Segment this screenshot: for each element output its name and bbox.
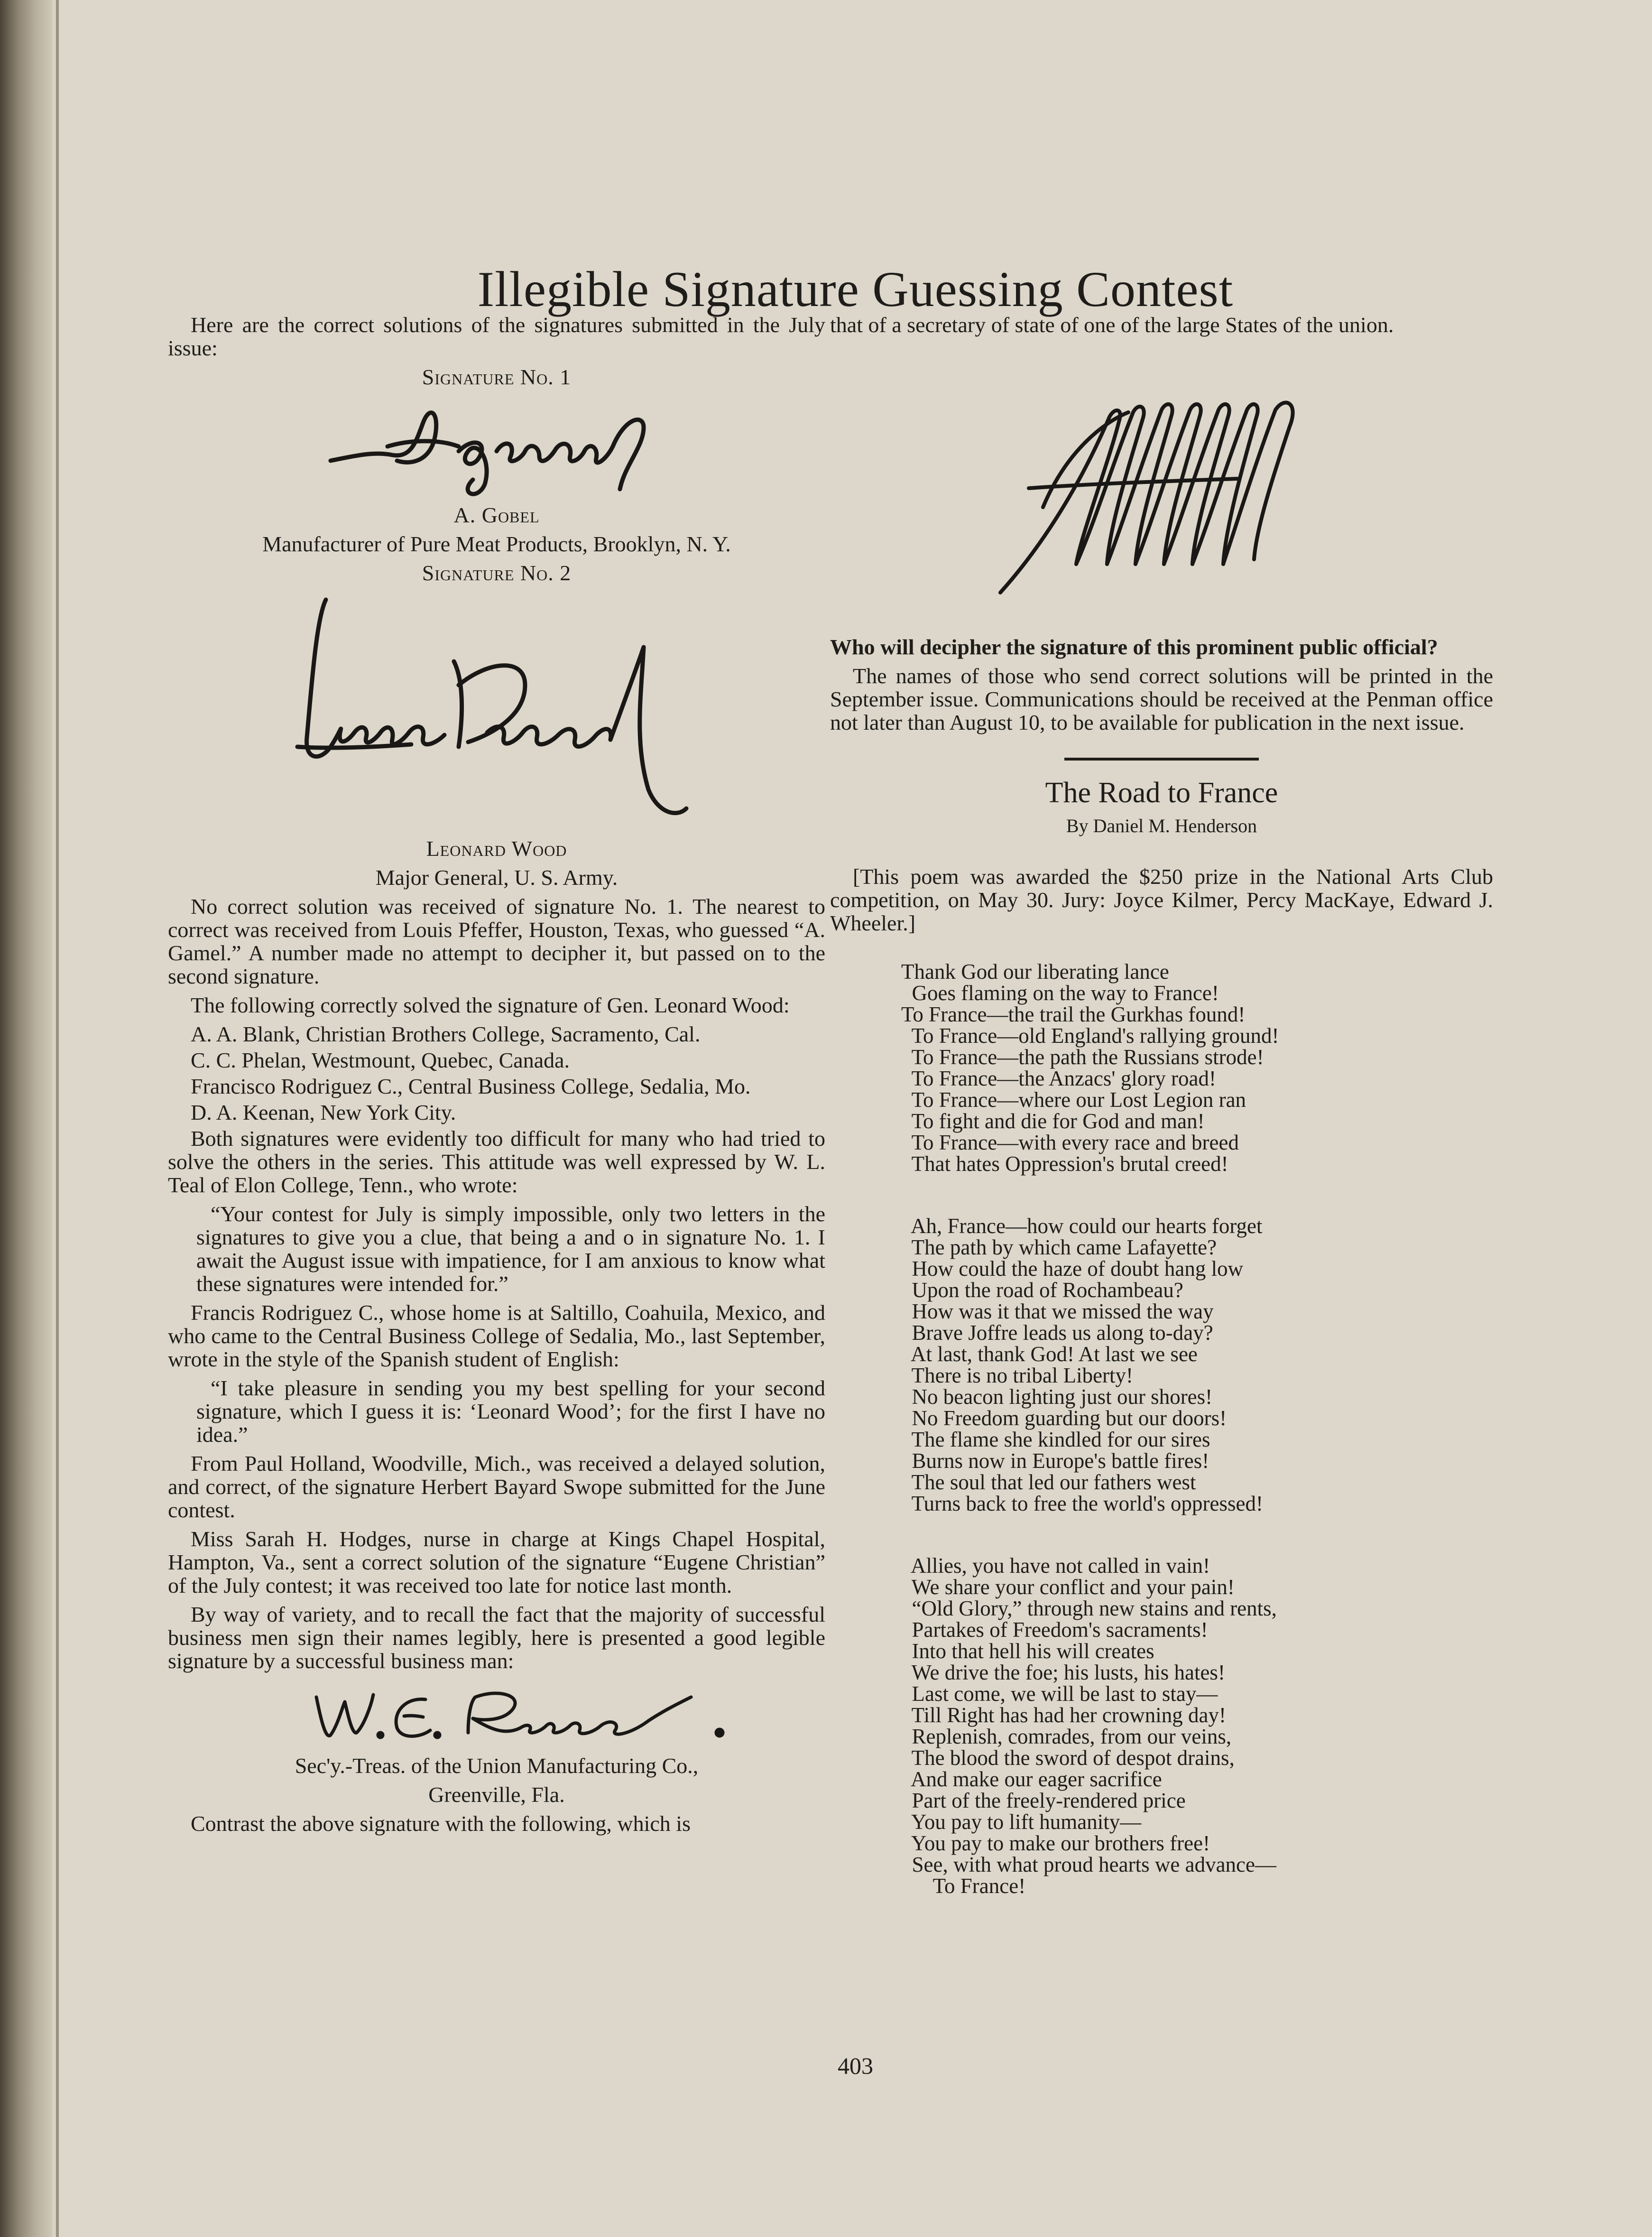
poem-line: Replenish, comrades, from our veins, bbox=[901, 1725, 1232, 1748]
paragraph-notice: The names of those who send correct solutions will be printed in the September issue. Communications should be received at the Penman office not later than August 10, to be available for publication in the next issue. bbox=[830, 664, 1493, 734]
poem-line: “Old Glory,” through new stains and rents, bbox=[901, 1597, 1277, 1620]
paragraph-no-correct-solution: No correct solution was received of signature No. 1. The nearest to correct was received from Louis Pfeffer, Houston, Texas, who guessed “A. Gamel.” A number made no attempt to decipher it, but passed on to the second signature. bbox=[168, 894, 825, 988]
poem-line: See, with what proud hearts we advance— bbox=[901, 1853, 1276, 1876]
solver-1: A. A. Blank, Christian Brothers College, Sacramento, Cal. bbox=[191, 1022, 701, 1046]
poem-stanza-1 bbox=[901, 961, 1493, 1175]
poem-line: To fight and die for God and man! bbox=[901, 1109, 1205, 1133]
signature-2-image bbox=[259, 590, 734, 837]
signature-1-description: Manufacturer of Pure Meat Products, Brooklyn, N. Y. bbox=[262, 532, 731, 556]
paragraph-contrast: Contrast the above signature with the following, which is bbox=[191, 1811, 691, 1836]
poem-line: How was it that we missed the way bbox=[901, 1300, 1214, 1323]
poem-line: How could the haze of doubt hang low bbox=[901, 1257, 1244, 1281]
left-column bbox=[168, 313, 825, 1841]
poem-stanza-3 bbox=[901, 1555, 1493, 1897]
signature-3-description-line-2: Greenville, Fla. bbox=[428, 1782, 565, 1807]
poem-line: Brave Joffre leads us along to-day? bbox=[901, 1321, 1213, 1345]
poem-line: That hates Oppression's brutal creed! bbox=[901, 1152, 1228, 1176]
solver-2: C. C. Phelan, Westmount, Quebec, Canada. bbox=[191, 1048, 570, 1072]
poem-line: Ah, France—how could our hearts forget bbox=[901, 1214, 1263, 1238]
page-title: Illegible Signature Guessing Contest bbox=[477, 261, 1234, 317]
poem-line: Allies, you have not called in vain! bbox=[901, 1554, 1210, 1578]
poem-line: To France—the path the Russians strode! bbox=[901, 1045, 1264, 1069]
signature-1-label: Signature No. 1 bbox=[422, 365, 572, 389]
signature-4-image bbox=[972, 365, 1351, 612]
signature-3-image bbox=[236, 1678, 757, 1754]
paragraph-secretary-of-state: that of a secretary of state of one of the large States of the union. bbox=[830, 313, 1394, 337]
poem-line: To France! bbox=[901, 1874, 1026, 1898]
poem-line: We drive the foe; his lusts, his hates! bbox=[901, 1661, 1225, 1684]
poem-line: To France—the trail the Gurkhas found! bbox=[901, 1002, 1246, 1026]
poem-line: At last, thank God! At last we see bbox=[901, 1342, 1198, 1366]
page bbox=[59, 0, 1652, 2237]
signature-2-name: Leonard Wood bbox=[426, 836, 567, 861]
poem-note: [This poem was awarded the $250 prize in the National Arts Club competition, on May 30. Jury: Joyce Kilmer, Percy MacKaye, Edward J. Wheeler.] bbox=[830, 864, 1493, 935]
poem-line: And make our eager sacrifice bbox=[901, 1767, 1162, 1791]
poem-title: The Road to France bbox=[1045, 777, 1278, 809]
paragraph-difficulty: Both signatures were evidently too difficult for many who had tried to solve the others in the series. This attitude was well expressed by W. L. Teal of Elon College, Tenn., who wrote: bbox=[168, 1126, 825, 1197]
poem-line: Part of the freely-rendered price bbox=[901, 1789, 1186, 1812]
book-spine bbox=[0, 0, 52, 2237]
signature-2-label: Signature No. 2 bbox=[422, 561, 572, 585]
quote-rodriguez: “I take pleasure in sending you my best spelling for your second signature, which I guess it is: ‘Leonard Wood’; for the first I have no idea.” bbox=[196, 1376, 825, 1447]
poem-line: The blood the sword of despot drains, bbox=[901, 1746, 1235, 1770]
page-number: 403 bbox=[838, 2052, 873, 2079]
poem-line: No Freedom guarding but our doors! bbox=[901, 1406, 1227, 1430]
signature-2-description: Major General, U. S. Army. bbox=[375, 865, 618, 890]
poem-line: To France—old England's rallying ground! bbox=[901, 1024, 1279, 1048]
poem-line: To France—with every race and breed bbox=[901, 1131, 1239, 1154]
poem-line: Thank God our liberating lance bbox=[901, 960, 1169, 984]
section-divider bbox=[1064, 758, 1259, 761]
intro-paragraph: Here are the correct solutions of the signatures submitted in the July issue: bbox=[168, 313, 825, 360]
poem-stanza-2 bbox=[901, 1216, 1493, 1514]
poem-line: You pay to make our brothers free! bbox=[901, 1831, 1210, 1855]
signature-1-image bbox=[316, 394, 677, 503]
poem-line: There is no tribal Liberty! bbox=[901, 1364, 1134, 1387]
poem-line: Burns now in Europe's battle fires! bbox=[901, 1449, 1209, 1473]
poem-byline: By Daniel M. Henderson bbox=[1066, 815, 1257, 836]
poem-line: Last come, we will be last to stay— bbox=[901, 1682, 1218, 1706]
poem-line: The path by which came Lafayette? bbox=[901, 1235, 1217, 1259]
poem-line: Goes flaming on the way to France! bbox=[901, 981, 1219, 1005]
question-prominent-official: Who will decipher the signature of this prominent public official? bbox=[830, 635, 1438, 659]
poem-line: Upon the road of Rochambeau? bbox=[901, 1278, 1183, 1302]
poem-line: Till Right has had her crowning day! bbox=[901, 1703, 1226, 1727]
paragraph-hodges: Miss Sarah H. Hodges, nurse in charge at Kings Chapel Hospital, Hampton, Va., sent a correct solution of the signature “Eugene Christian” of the July contest; it was received too late for notice last month. bbox=[168, 1527, 825, 1597]
solver-4: D. A. Keenan, New York City. bbox=[191, 1100, 456, 1124]
poem-line: We share your conflict and your pain! bbox=[901, 1575, 1235, 1599]
poem-line: Turns back to free the world's oppressed! bbox=[901, 1492, 1263, 1515]
poem-line: Partakes of Freedom's sacraments! bbox=[901, 1618, 1208, 1642]
solver-3: Francisco Rodriguez C., Central Business College, Sedalia, Mo. bbox=[191, 1074, 751, 1098]
signature-3-description-line-1: Sec'y.-Treas. of the Union Manufacturing Co., bbox=[295, 1754, 699, 1778]
paragraph-variety: By way of variety, and to recall the fact that the majority of successful business men sign their names legibly, here is presented a good legible signature by a successful business man: bbox=[168, 1602, 825, 1673]
paragraph-rodriguez: Francis Rodriguez C., whose home is at Saltillo, Coahuila, Mexico, and who came to the Central Business College of Sedalia, Mo., last September, wrote in the style of the Spanish student of English: bbox=[168, 1300, 825, 1371]
poem-line: The flame she kindled for our sires bbox=[901, 1428, 1210, 1451]
right-column bbox=[830, 313, 1493, 1897]
poem-line: To France—the Anzacs' glory road! bbox=[901, 1067, 1216, 1090]
poem-line: To France—where our Lost Legion ran bbox=[901, 1088, 1246, 1112]
poem-line: No beacon lighting just our shores! bbox=[901, 1385, 1213, 1409]
poem-line: Into that hell his will creates bbox=[901, 1639, 1154, 1663]
poem-line: The soul that led our fathers west bbox=[901, 1470, 1196, 1494]
paragraph-holland: From Paul Holland, Woodville, Mich., was received a delayed solution, and correct, of the signature Herbert Bayard Swope submitted for the June contest. bbox=[168, 1451, 825, 1522]
signature-1-name: A. Gobel bbox=[453, 503, 540, 527]
quote-teal: “Your contest for July is simply impossible, only two letters in the signatures to give you a clue, that being a and o in signature No. 1. I await the August issue with impatience, for I am anxious to know what these signatures were intended for.” bbox=[196, 1202, 825, 1296]
poem-line: You pay to lift humanity— bbox=[901, 1810, 1142, 1834]
paragraph-solvers-intro: The following correctly solved the signature of Gen. Leonard Wood: bbox=[191, 993, 790, 1017]
